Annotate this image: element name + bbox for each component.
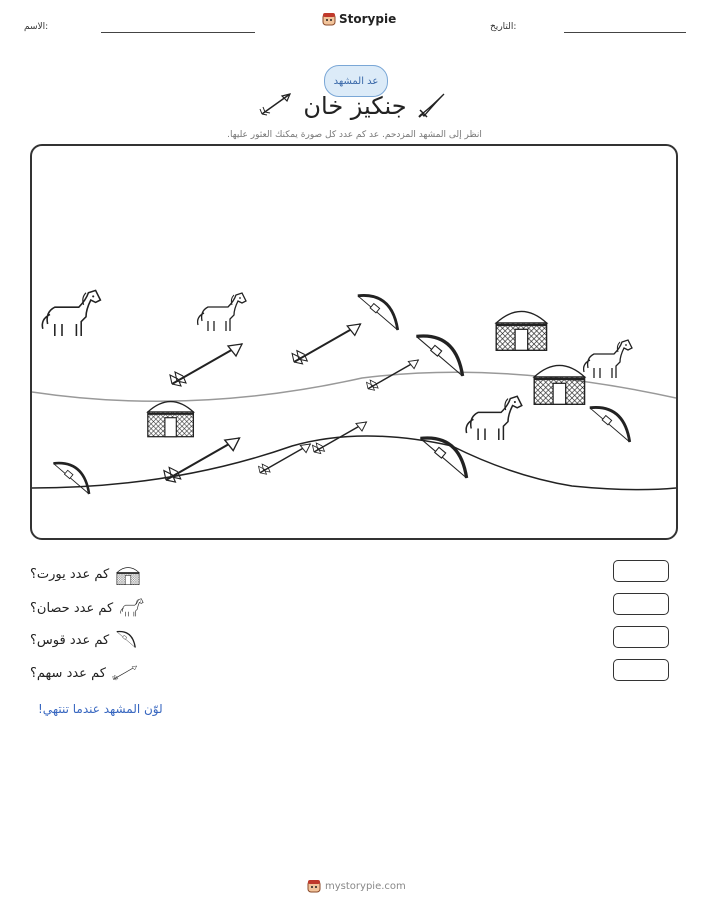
storypie-mascot-icon — [322, 12, 336, 26]
question-text: كم عدد يورت؟ — [30, 566, 110, 582]
horse-4 — [466, 396, 522, 440]
arrow-4 — [164, 438, 240, 482]
question-text: كم عدد حصان؟ — [30, 600, 114, 616]
answer-box-horse[interactable] — [613, 593, 669, 615]
counting-scene — [30, 144, 678, 540]
yurt-1 — [496, 311, 546, 350]
horse-1 — [42, 290, 100, 336]
yurt-2 — [534, 365, 584, 404]
question-text: كم عدد سهم؟ — [30, 665, 106, 681]
footer-url: mystorypie.com — [325, 880, 406, 892]
horse-3 — [584, 340, 632, 378]
name-label: الاسم: — [24, 22, 49, 32]
activity-badge: عد المشهد — [324, 65, 388, 97]
bow-2 — [416, 336, 462, 376]
bow-4 — [53, 463, 89, 494]
yurt-3 — [148, 402, 194, 437]
arrow-2 — [292, 324, 360, 364]
storypie-mascot-icon — [307, 879, 321, 893]
date-line[interactable] — [564, 32, 686, 33]
arrow-3 — [367, 360, 419, 390]
footer — [307, 879, 406, 893]
brand-logo — [322, 12, 396, 26]
date-label: التاريخ: — [490, 22, 517, 32]
answer-box-bow[interactable] — [613, 626, 669, 648]
answer-box-arrow[interactable] — [613, 659, 669, 681]
question-bow — [30, 629, 137, 651]
brand-name: Storypie — [339, 12, 397, 26]
question-horse — [30, 596, 145, 620]
arrow-6 — [313, 422, 367, 454]
page-title: جنكيز خان — [303, 92, 407, 120]
bow-icon — [115, 629, 137, 651]
bow-1 — [358, 295, 398, 330]
arrow-icon — [112, 662, 138, 684]
instructions: انظر إلى المشهد المزدحم. عد كم عدد كل صورة يمكنك العثور عليها. — [227, 130, 482, 140]
name-line[interactable] — [101, 32, 255, 33]
yurt-icon — [115, 563, 141, 585]
question-arrow — [30, 662, 138, 684]
question-yurt — [30, 563, 141, 585]
bow-3 — [590, 407, 630, 442]
question-text: كم عدد قوس؟ — [30, 632, 110, 648]
color-instruction: لوّن المشهد عندما تنتهي! — [38, 702, 163, 716]
arrow-1 — [170, 344, 242, 386]
horse-icon — [119, 596, 145, 620]
horse-2 — [198, 293, 246, 331]
answer-box-yurt[interactable] — [613, 560, 669, 582]
sword-icon — [416, 90, 448, 120]
